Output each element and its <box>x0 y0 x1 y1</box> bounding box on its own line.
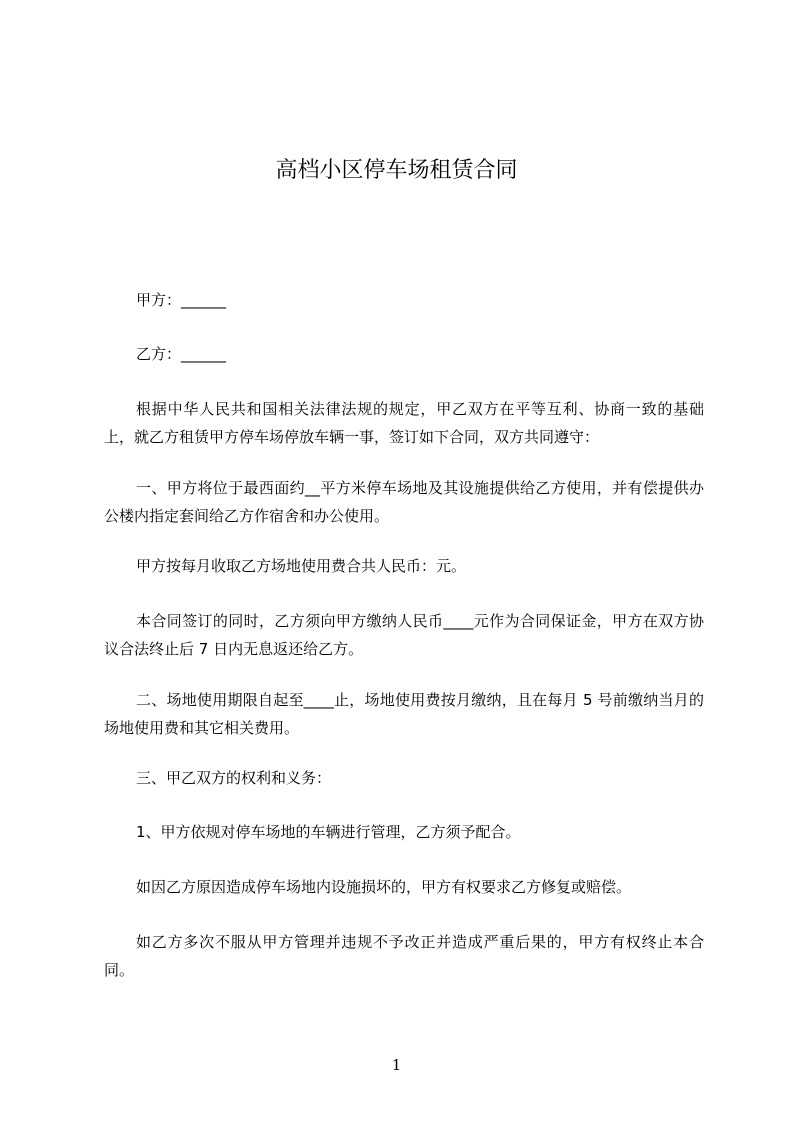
party-a-line: 甲方：______ <box>136 291 227 309</box>
clause-three-heading: 三、甲乙双方的权利和义务： <box>136 769 332 787</box>
clause-one-paragraph: 一、甲方将位于最西面约__平方米停车场地及其设施提供给乙方使用，并有偿提供办公楼内指定套间给乙方作宿舍和办公使用。 <box>104 479 704 525</box>
deposit-paragraph: 本合同签订的同时，乙方须向甲方缴纳人民币____元作为合同保证金，甲方在双方协议合法终止后 7 日内无息返还给乙方。 <box>104 612 704 658</box>
termination-paragraph: 如乙方多次不服从甲方管理并违规不予改正并造成严重后果的，甲方有权终止本合同。 <box>104 933 704 979</box>
contract-title: 高档小区停车场租赁合同 <box>275 157 518 183</box>
preamble-paragraph: 根据中华人民共和国相关法律法规的规定，甲乙双方在平等互利、协商一致的基础上，就乙方租赁甲方停车场停放车辆一事，签订如下合同，双方共同遵守： <box>104 400 704 446</box>
monthly-fee-paragraph: 甲方按每月收取乙方场地使用费合共人民币：元。 <box>136 557 467 575</box>
party-b-line: 乙方：______ <box>136 345 227 363</box>
clause-two-paragraph: 二、场地使用期限自起至____止，场地使用费按月缴纳，且在每月 5 号前缴纳当月的场地使用费和其它相关费用。 <box>104 691 704 737</box>
page-number: 1 <box>391 1056 402 1074</box>
damage-paragraph: 如因乙方原因造成停车场地内设施损坏的，甲方有权要求乙方修复或赔偿。 <box>136 878 632 896</box>
item-one-paragraph: 1、甲方依规对停车场地的车辆进行管理，乙方须予配合。 <box>136 823 521 841</box>
